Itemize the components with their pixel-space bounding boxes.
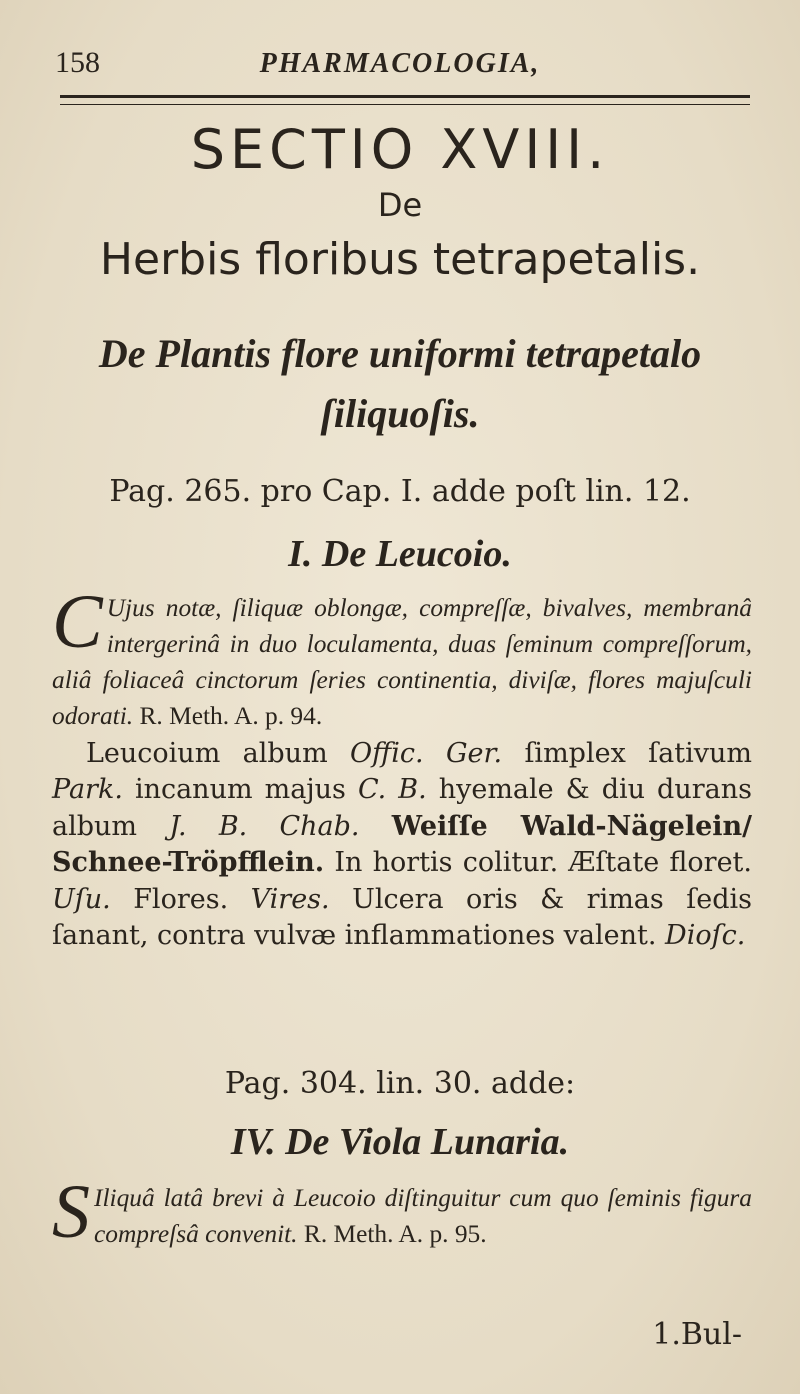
- header-rule: [60, 95, 750, 105]
- viola-lunaria-reference: R. Meth. A. p. 95.: [303, 1220, 487, 1248]
- body-text: Ulcera oris & rimas ſedis ſanant, contra vulvæ inflammationes valent.: [52, 883, 752, 952]
- chapter-title: [0, 324, 800, 444]
- body-text: Flores.: [133, 883, 229, 915]
- section-de: De: [377, 186, 423, 224]
- body-text: incanum majus: [134, 774, 346, 806]
- page-header: [55, 46, 745, 86]
- catchword: 1.Bul-: [652, 1317, 742, 1352]
- viola-lunaria-notes: [52, 1170, 752, 1254]
- leucoium-notes-text: Ujus notæ, ſiliquæ oblongæ, compreſſæ, bivalves, membranâ intergerinâ in duo loculamenta, duas ſeminum compreſſorum, aliâ foliaceâ cinctorum ſeries continentia, diviſæ, flores majuſculi odorati.: [52, 594, 752, 730]
- section-subtitle: Herbis floribus tetrapetalis.: [99, 234, 701, 285]
- drop-cap: C: [52, 580, 103, 664]
- body-abbrev: J. B. Chab.: [169, 810, 360, 842]
- body-abbrev: Offic. Ger.: [350, 738, 503, 769]
- leucoium-reference: R. Meth. A. p. 94.: [139, 702, 323, 730]
- body-text: ſimplex ſativum: [524, 738, 752, 769]
- body-abbrev: Uſu.: [52, 883, 111, 915]
- leucoium-description: [52, 580, 752, 954]
- chapter-title-line2: ſiliquoſis.: [320, 391, 480, 436]
- running-head: PHARMACOLOGIA,: [259, 48, 541, 79]
- body-abbrev: C. B.: [357, 774, 427, 806]
- body-text: hyemale & diu durans album: [52, 774, 752, 842]
- page-number: 158: [55, 46, 100, 79]
- viola-lunaria-description: [52, 1170, 752, 1254]
- item-heading-viola-lunaria: IV. De Viola Lunaria.: [230, 1121, 570, 1163]
- body-abbrev: Vires.: [250, 883, 330, 915]
- drop-cap: S: [52, 1170, 90, 1254]
- body-abbrev: Park.: [52, 774, 123, 806]
- item-heading-leucoium: I. De Leucoio.: [288, 533, 512, 575]
- reference-line-1: Pag. 265. pro Cap. I. adde poſt lin. 12.: [109, 474, 691, 509]
- german-name: Weiſſe Wald-Nägelein/ Schnee-Tröpfflein.: [52, 810, 752, 879]
- reference-line-2: Pag. 304. lin. 30. adde:: [224, 1066, 576, 1101]
- chapter-title-line1: De Plantis flore uniformi tetrapetalo: [98, 331, 702, 376]
- leucoium-notes: [52, 580, 752, 734]
- body-text: Leucoium album: [86, 738, 328, 769]
- section-title: SECTIO XVIII.: [190, 118, 610, 181]
- body-abbrev: Dioſc.: [665, 920, 746, 952]
- leucoium-body: [52, 736, 752, 954]
- viola-lunaria-notes-text: Iliquâ latâ brevi à Leucoio diſtinguitur cum quo ſeminis figura compreſsâ convenit.: [94, 1184, 752, 1248]
- body-text: In hortis colitur. Æſtate floret.: [334, 847, 752, 879]
